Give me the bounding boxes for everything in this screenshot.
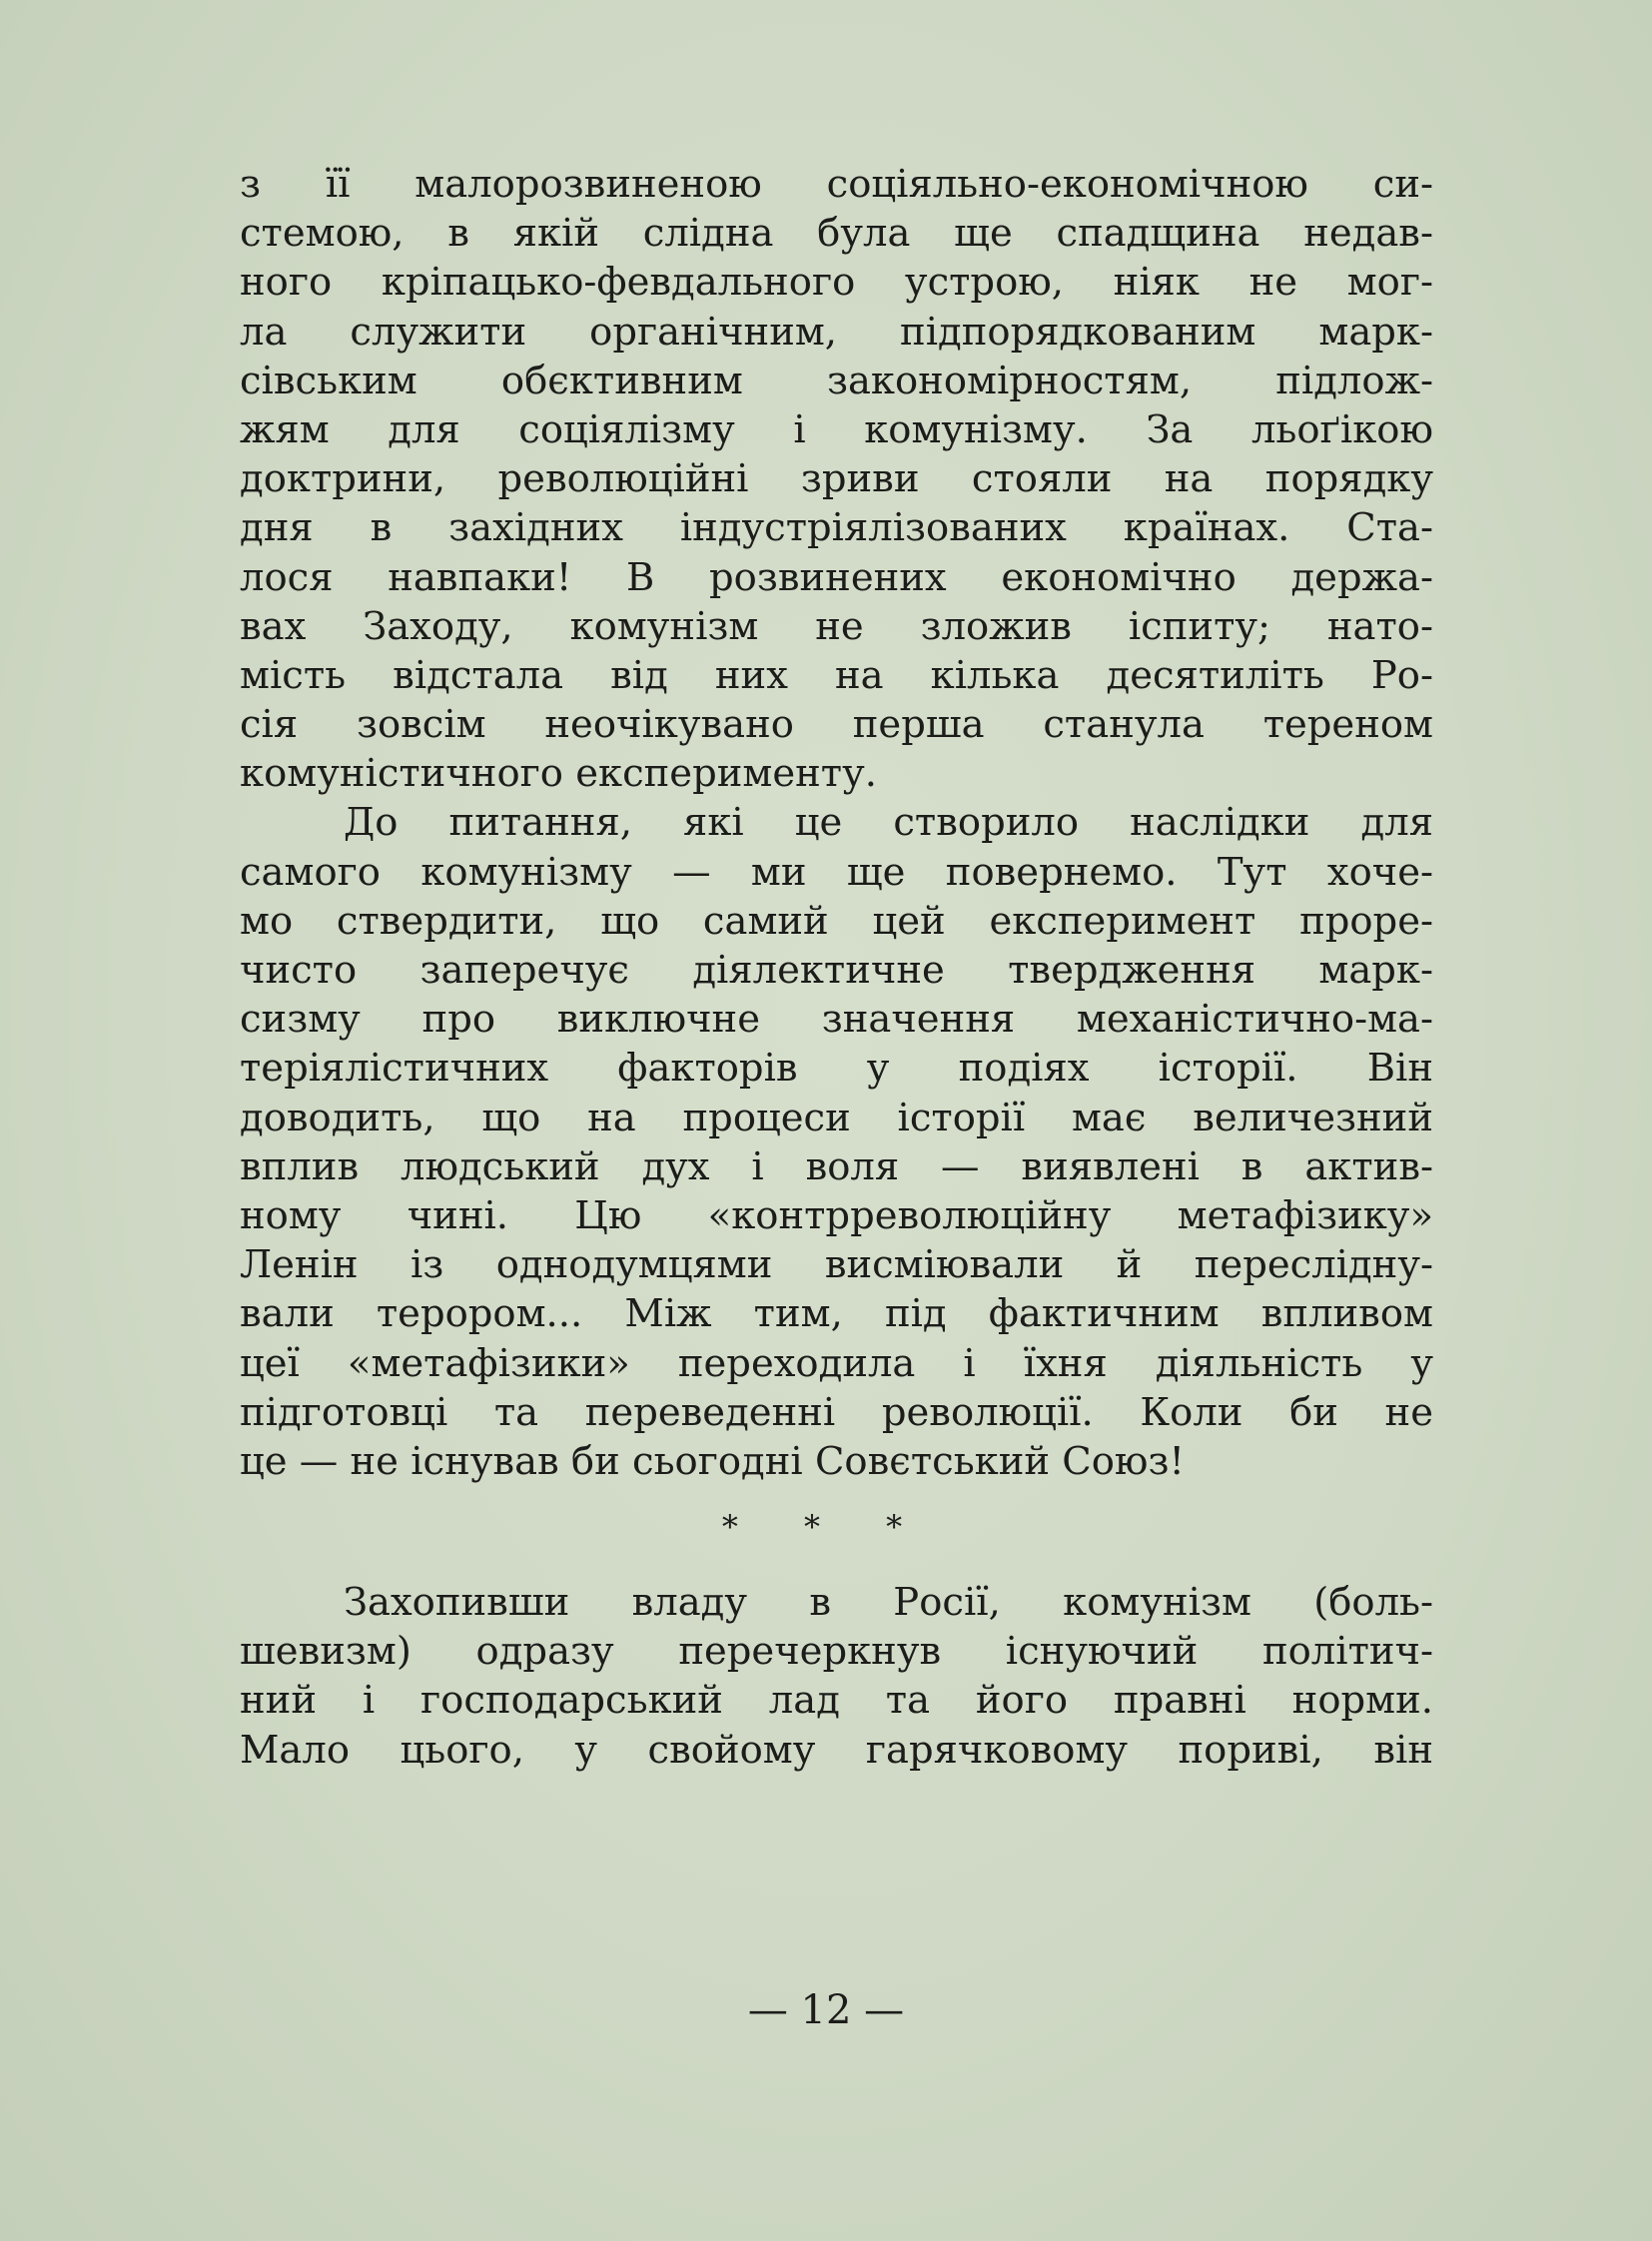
text-line: До питання, які це створило наслідки для bbox=[344, 800, 1433, 846]
section-separator: * * * bbox=[721, 1508, 931, 1546]
text-line: сизму про виключне значення механістично-ма- bbox=[240, 997, 1433, 1043]
text-line: комуністичного експерименту. bbox=[240, 751, 877, 797]
text-line: доводить, що на процеси історії має величезний bbox=[240, 1095, 1433, 1140]
paragraph-3 bbox=[240, 1578, 1433, 1775]
text-line: жям для соціялізму і комунізму. За льоґікою bbox=[240, 406, 1433, 452]
text-line: ний і господарський лад та його правні норми. bbox=[240, 1678, 1433, 1724]
text-line: доктрини, революційні зриви стояли на порядку bbox=[240, 456, 1433, 502]
text-line: ному чині. Цю «контрреволюційну метафізику» bbox=[240, 1192, 1433, 1238]
text-line: теріялістичних факторів у подіях історії. Він bbox=[240, 1046, 1433, 1092]
text-line: ного кріпацько-февдального устрою, ніяк не мог- bbox=[240, 260, 1433, 306]
text-line: дня в західних індустріялізованих країнах. Ста- bbox=[240, 505, 1433, 551]
text-line: самого комунізму — ми ще повернемо. Тут хоче- bbox=[240, 849, 1433, 895]
text-line: підготовці та переведенні революції. Коли би не bbox=[240, 1389, 1433, 1435]
text-line: мо ствердити, що самий цей експеримент проре- bbox=[240, 898, 1433, 944]
text-line: цеї «метафізики» переходила і їхня діяльність у bbox=[240, 1340, 1433, 1386]
text-line: вплив людський дух і воля — виявлені в актив- bbox=[240, 1143, 1433, 1189]
text-line: це — не існував би сьогодні Совєтський Союз! bbox=[240, 1438, 1185, 1484]
paragraph-1 bbox=[240, 160, 1433, 798]
text-line: Ленін із однодумцями висміювали й переслідну- bbox=[240, 1242, 1433, 1288]
text-line: Мало цього, у свойому гарячковому пориві, він bbox=[240, 1727, 1433, 1773]
text-line: чисто заперечує діялектичне твердження марк- bbox=[240, 948, 1433, 993]
text-line: з її малорозвиненою соціяльно-економічною си- bbox=[240, 162, 1433, 207]
body-text-lower bbox=[240, 1578, 1433, 1775]
text-line: вали терором... Між тим, під фактичним впливом bbox=[240, 1291, 1433, 1337]
text-line: Захопивши владу в Росії, комунізм (боль- bbox=[344, 1580, 1433, 1625]
text-line: ла служити органічним, підпорядкованим марк- bbox=[240, 309, 1433, 355]
text-line: лося навпаки! В розвинених економічно держа- bbox=[240, 554, 1433, 600]
paragraph-2 bbox=[240, 798, 1433, 1486]
text-line: мість відстала від них на кілька десятиліть Ро- bbox=[240, 652, 1433, 698]
text-line: сія зовсім неочікувано перша станула тереном bbox=[240, 702, 1433, 748]
text-line: шевизм) одразу перечеркнув існуючий політич- bbox=[240, 1629, 1433, 1675]
text-line: сівським обєктивним закономірностям, підлож- bbox=[240, 358, 1433, 403]
text-line: стемою, в якій слідна була ще спадщина недав- bbox=[240, 211, 1433, 257]
text-line: вах Заходу, комунізм не зложив іспиту; нато- bbox=[240, 603, 1433, 649]
page-number: — 12 — bbox=[747, 1987, 905, 2033]
body-text-upper bbox=[240, 160, 1433, 1486]
